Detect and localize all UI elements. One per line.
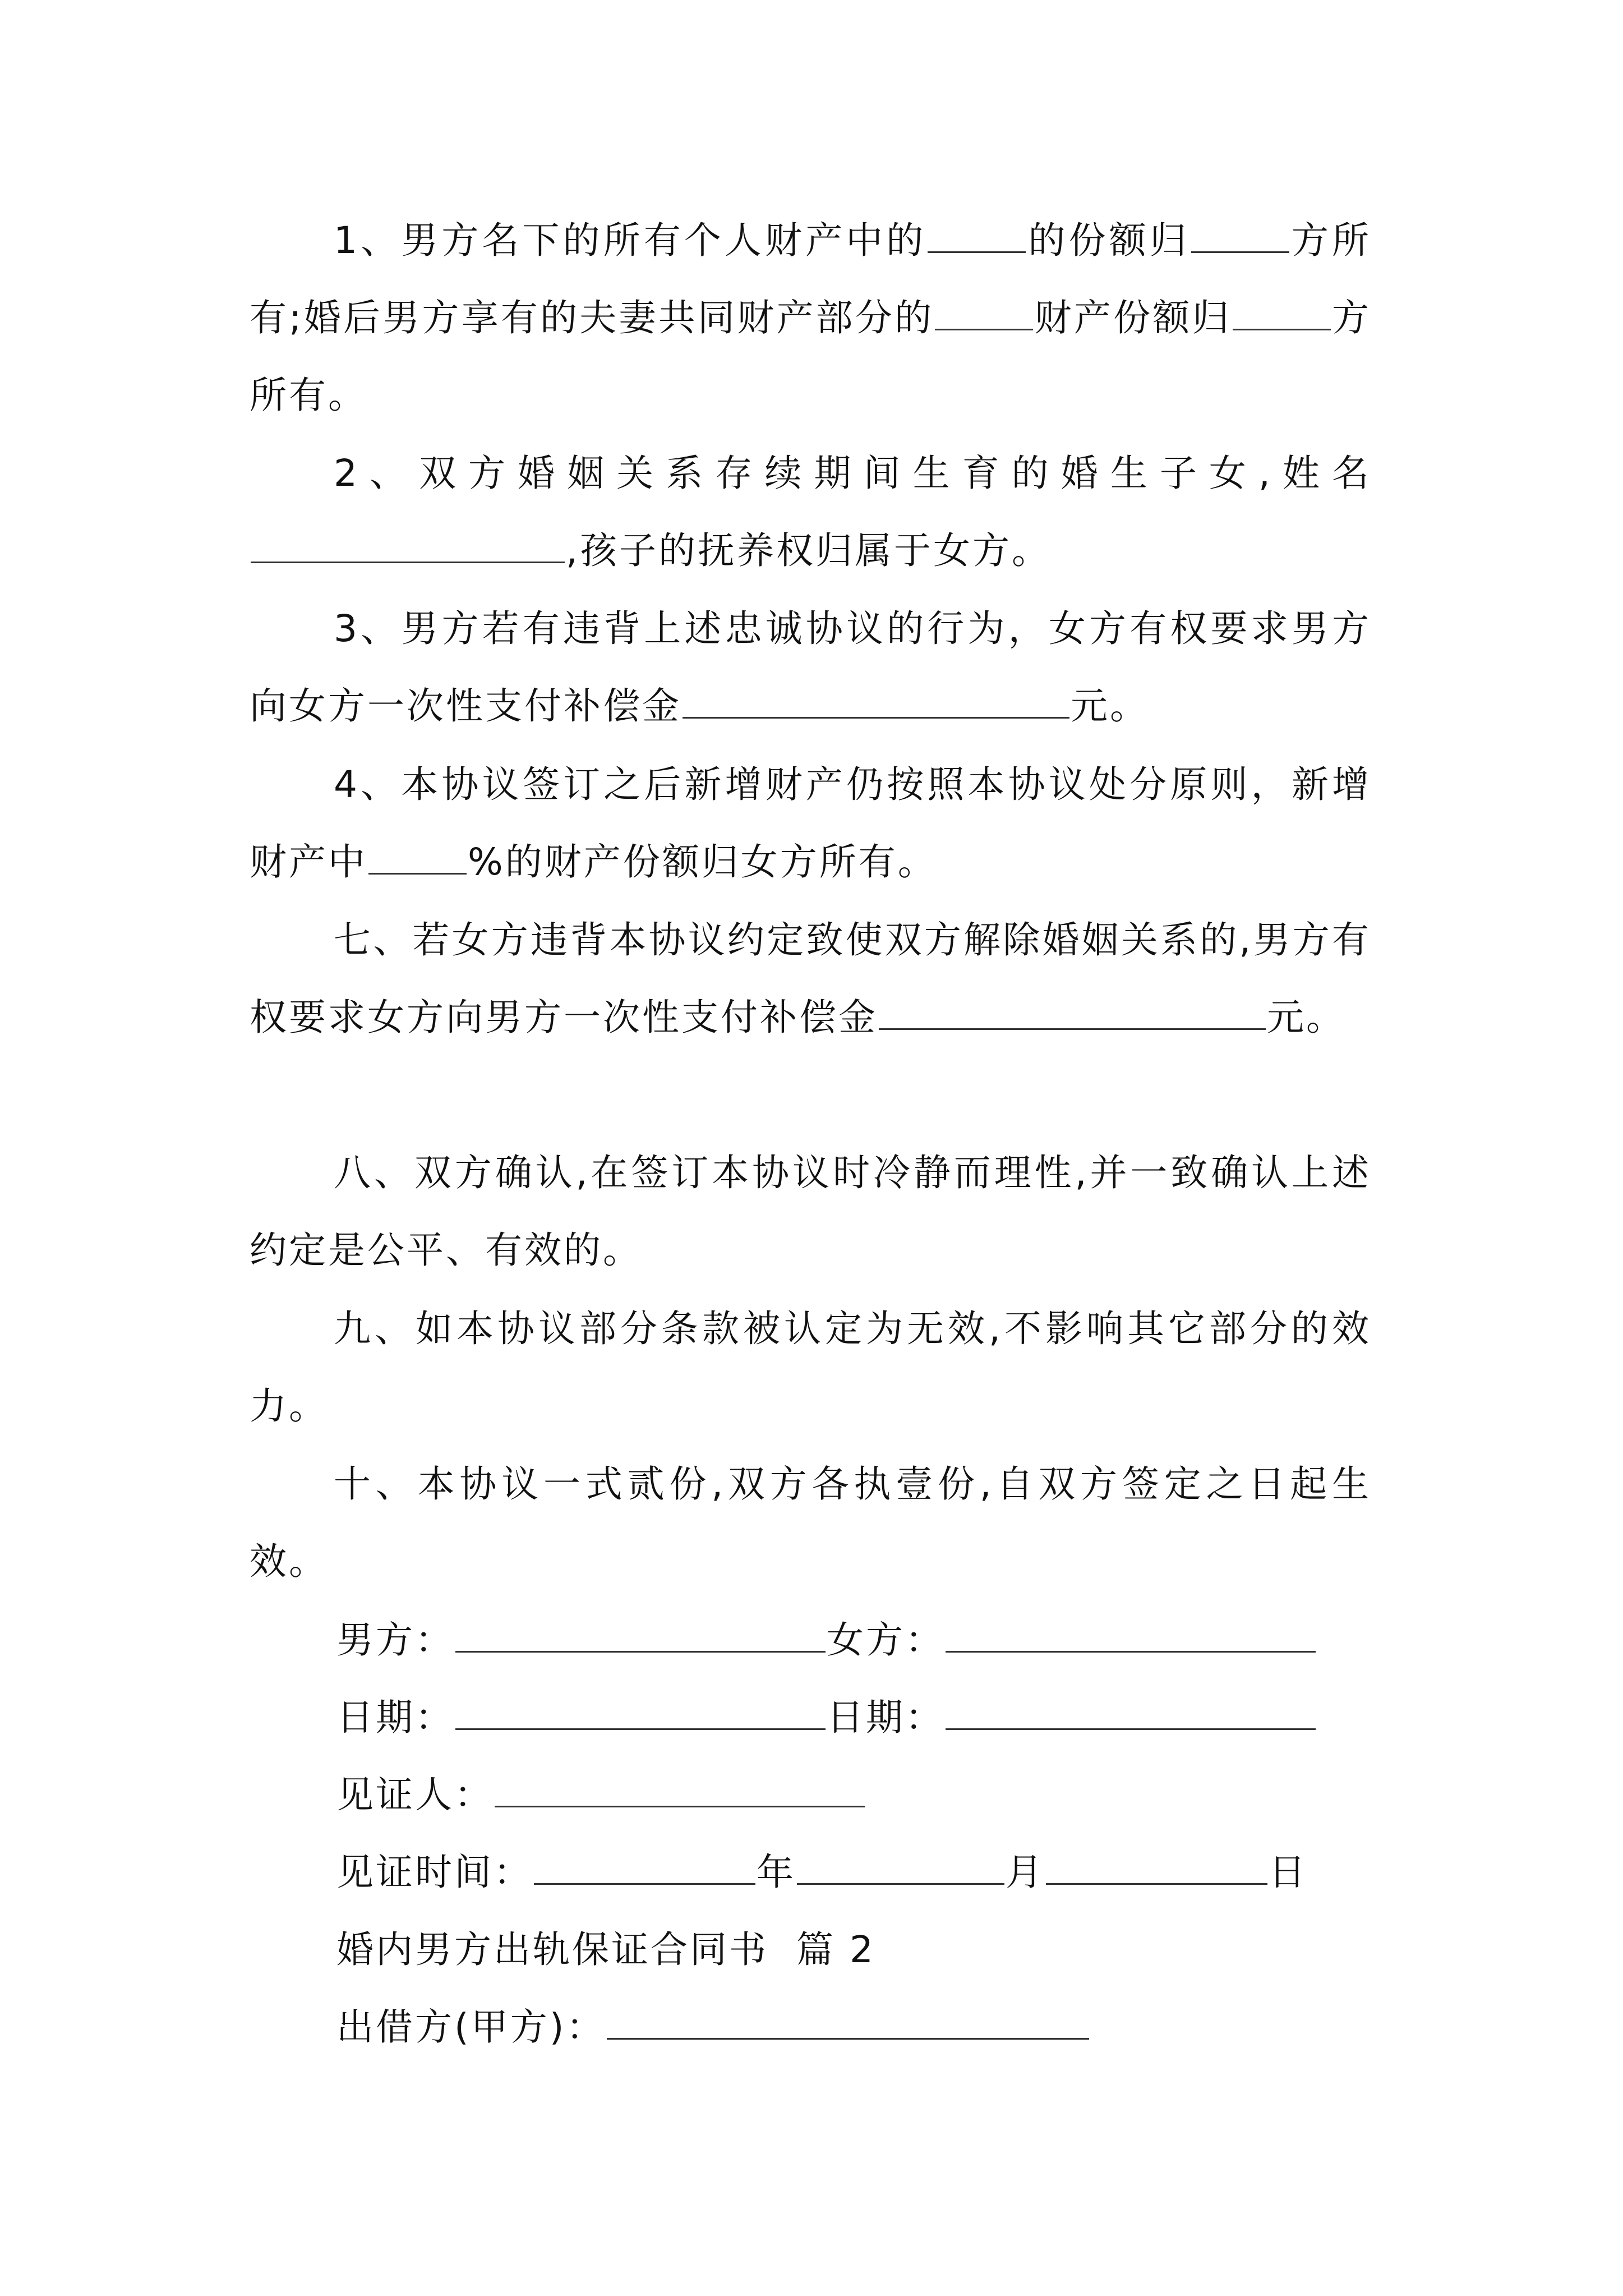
clause-2-text-a: 2、双方婚姻关系存续期间生育的婚生子女,姓名 (334, 452, 1371, 495)
clause-10-text: 十、本协议一式贰份,双方各执壹份,自双方签定之日起生效。 (250, 1462, 1371, 1583)
clause-8 (250, 1134, 1371, 1289)
blank-field[interactable] (1233, 295, 1331, 330)
year-label: 年 (757, 1851, 796, 1894)
witness-label: 见证人： (336, 1773, 494, 1816)
clause-7-text-b: 元。 (1267, 996, 1345, 1039)
female-label: 女方： (827, 1618, 944, 1662)
witness-field[interactable] (495, 1772, 865, 1807)
signature-row-dates (336, 1679, 1317, 1756)
clause-1 (250, 202, 1371, 434)
clause-3-text-b: 元。 (1071, 684, 1149, 728)
blank-field[interactable] (928, 218, 1026, 253)
clause-4-text-a: 4、本协议签订之后新增财产仍按照本协议处分原则，新增财产中 (250, 763, 1371, 884)
blank-field[interactable] (251, 528, 565, 563)
female-date-field[interactable] (946, 1695, 1316, 1730)
clause-3 (250, 590, 1371, 745)
clause-4 (250, 746, 1371, 901)
female-signature-field[interactable] (946, 1617, 1316, 1653)
blank-field[interactable] (935, 295, 1033, 330)
clause-3-text-a: 3、男方若有违背上述忠诚协议的行为，女方有权要求男方向女方一次性支付补偿金 (250, 607, 1371, 728)
clause-1-text-e: 方所有。 (250, 296, 1372, 417)
clause-7-text-a: 七、若女方违背本协议约定致使双方解除婚姻关系的,男方有权要求女方向男方一次性支付补偿金 (250, 918, 1371, 1039)
clause-10 (250, 1446, 1371, 1600)
blank-field[interactable] (1191, 218, 1289, 253)
witness-time-label: 见证时间： (336, 1851, 533, 1894)
clause-2-text-b: ,孩子的抚养权归属于女方。 (566, 529, 1051, 572)
clause-9 (250, 1290, 1371, 1445)
date-label-male: 日期： (336, 1696, 454, 1739)
lender-label: 出借方(甲方)： (336, 2005, 606, 2049)
male-signature-field[interactable] (455, 1617, 826, 1653)
clause-4-text-b: %的财产份额归女方所有。 (468, 840, 937, 884)
signature-row-parties (336, 1602, 1317, 1679)
month-label: 月 (1006, 1851, 1045, 1894)
clause-1-text-c: 方所有;婚后男方享有的夫妻共同财产部分的 (250, 219, 1372, 339)
clause-9-text: 九、如本协议部分条款被认定为无效,不影响其它部分的效力。 (250, 1307, 1371, 1428)
clause-1-text-d: 财产份额归 (1034, 296, 1232, 339)
year-field[interactable] (534, 1849, 755, 1885)
clause-7 (250, 901, 1371, 1056)
witness-row (336, 1756, 866, 1834)
witness-time-row (336, 1834, 1308, 1911)
clause-1-text-a: 1、男方名下的所有个人财产中的 (334, 219, 927, 262)
date-label-female: 日期： (827, 1696, 944, 1739)
day-label: 日 (1269, 1851, 1308, 1894)
blank-field[interactable] (879, 995, 1266, 1030)
blank-field[interactable] (368, 839, 467, 875)
blank-field[interactable] (683, 683, 1069, 719)
male-date-field[interactable] (455, 1695, 826, 1730)
month-field[interactable] (797, 1849, 1004, 1885)
lender-field[interactable] (607, 2004, 1089, 2040)
lender-row (336, 1989, 1090, 2066)
clause-8-text: 八、双方确认,在签订本协议时冷静而理性,并一致确认上述约定是公平、有效的。 (250, 1151, 1371, 1272)
clause-1-text-b: 的份额归 (1027, 219, 1190, 262)
clause-2 (250, 435, 1371, 590)
male-label: 男方： (336, 1618, 454, 1662)
section-2-title: 婚内男方出轨保证合同书 篇 2 (336, 1928, 875, 1971)
day-field[interactable] (1046, 1849, 1267, 1885)
